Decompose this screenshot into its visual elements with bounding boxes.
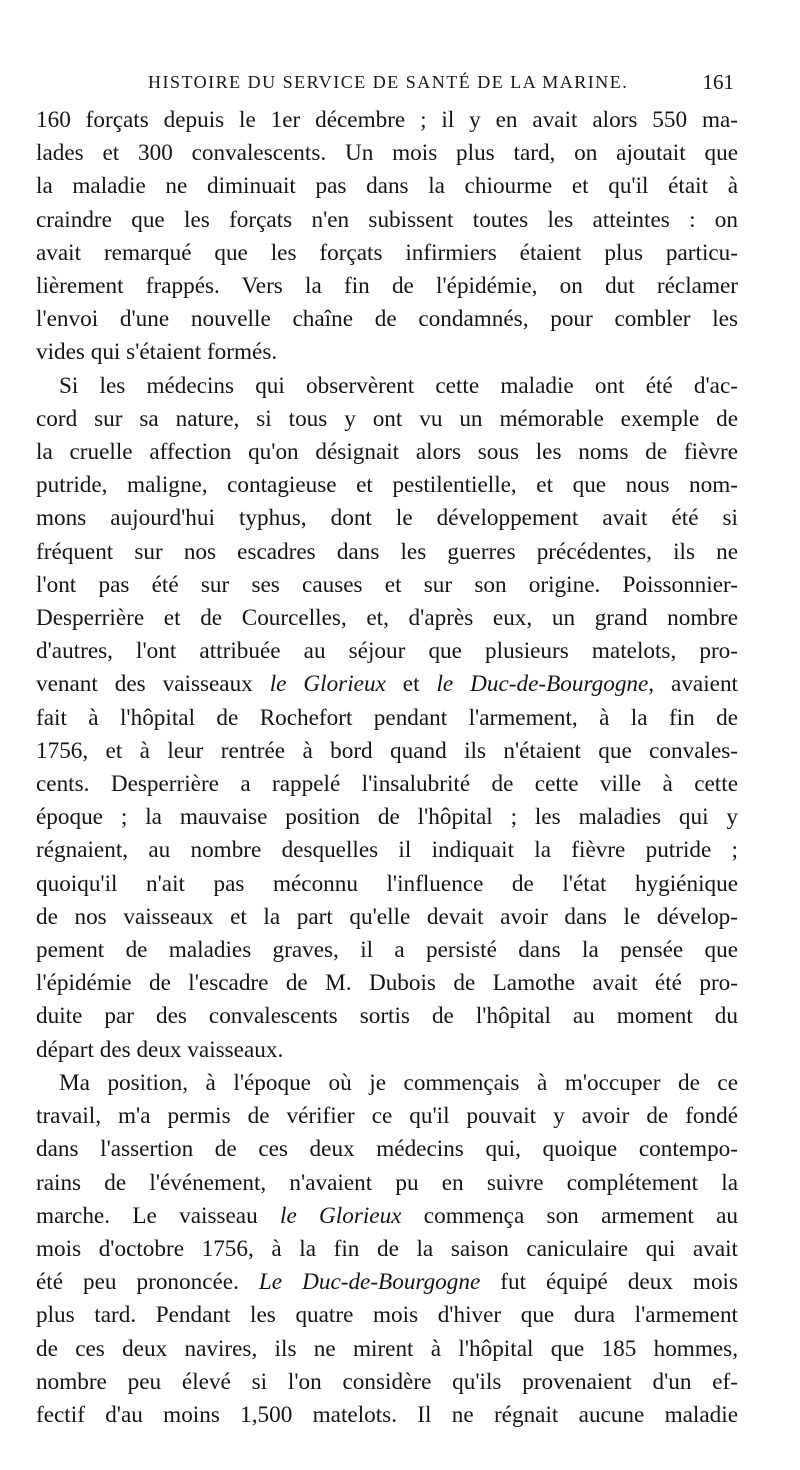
running-header [60, 66, 740, 96]
text-line: 1756, et à leur rentrée à bord quand ils n'étaient que convales- [36, 737, 738, 764]
text-line: Desperrière et de Courcelles, et, d'après eux, un grand nombre [36, 605, 738, 632]
text-line: mois d'octobre 1756, à la fin de la saison caniculaire qui avait [36, 1235, 738, 1262]
text-line: nombre peu élevé si l'on considère qu'ils provenaient d'un ef- [36, 1368, 738, 1395]
text-line: la cruelle affection qu'on désignait alors sous les noms de fièvre [36, 439, 738, 466]
body-text [36, 104, 738, 1432]
text-line: fectif d'au moins 1,500 matelots. Il ne régnait aucune maladie [36, 1401, 738, 1428]
ship-name: Le Duc-de-Bourgogne [258, 1269, 481, 1296]
text-line: craindre que les forçats n'en subissent toutes les atteintes : on [36, 206, 738, 233]
text-line: dans l'assertion de ces deux médecins qui, quoique contempo- [36, 1136, 738, 1163]
text-line: l'épidémie de l'escadre de M. Dubois de Lamothe avait été pro- [36, 970, 738, 997]
text-line: rains de l'événement, n'avaient pu en suivre complétement la [36, 1169, 738, 1196]
text-line: duite par des convalescents sortis de l'hôpital au moment du [36, 1003, 738, 1030]
text-line-italic: venant des vaisseaux le Glorieux et le Duc-de-Bourgogne, avaient [36, 671, 738, 698]
text-line-italic: été peu prononcée. Le Duc-de-Bourgogne fut équipé deux mois [36, 1269, 739, 1296]
text-line: départ des deux vaisseaux. [36, 1036, 284, 1063]
text-line-italic: marche. Le vaisseau le Glorieux commença son armement au [36, 1202, 738, 1229]
text-line: l'ont pas été sur ses causes et sur son origine. Poissonnier- [36, 571, 738, 598]
text-line: lades et 300 convalescents. Un mois plus tard, on ajoutait que [36, 140, 738, 167]
text-line: pement de maladies graves, il a persisté dans la pensée que [36, 937, 738, 964]
text-line: d'autres, l'ont attribuée au séjour que plusieurs matelots, pro- [36, 638, 738, 665]
text-line: de nos vaisseaux et la part qu'elle devait avoir dans le dévelop- [36, 903, 738, 930]
text-line: cents. Desperrière a rappelé l'insalubrité de cette ville à cette [36, 771, 738, 798]
ship-name: le Glorieux [269, 671, 386, 698]
text-line: de ces deux navires, ils ne mirent à l'hôpital que 185 hommes, [36, 1335, 738, 1362]
ship-name: le Duc-de-Bourgogne [436, 671, 649, 698]
text-line: fréquent sur nos escadres dans les guerres précédentes, ils ne [36, 538, 738, 565]
text-line: avait remarqué que les forçats infirmiers étaient plus particu- [36, 239, 738, 266]
text-line: Si les médecins qui observèrent cette maladie ont été d'ac- [59, 372, 738, 399]
text-line: putride, maligne, contagieuse et pestilentielle, et que nous nom- [36, 472, 738, 499]
text-line: mons aujourd'hui typhus, dont le développement avait été si [36, 505, 738, 532]
text-line: régnaient, au nombre desquelles il indiquait la fièvre putride ; [36, 837, 738, 864]
ship-name: le Glorieux [280, 1202, 402, 1229]
text-line: époque ; la mauvaise position de l'hôpital ; les maladies qui y [36, 804, 738, 831]
text-line: fait à l'hôpital de Rochefort pendant l'armement, à la fin de [36, 704, 738, 731]
page-number: 161 [702, 70, 734, 94]
text-line: lièrement frappés. Vers la fin de l'épidémie, on dut réclamer [36, 273, 738, 300]
text-line: la maladie ne diminuait pas dans la chiourme et qu'il était à [36, 173, 738, 200]
text-line: quoiqu'il n'ait pas méconnu l'influence de l'état hygiénique [36, 870, 738, 897]
text-line: l'envoi d'une nouvelle chaîne de condamnés, pour combler les [36, 306, 738, 333]
running-title: HISTOIRE DU SERVICE DE SANTÉ DE LA MARINE. [148, 72, 629, 92]
text-line: plus tard. Pendant les quatre mois d'hiver que dura l'armement [36, 1302, 738, 1329]
text-line: travail, m'a permis de vérifier ce qu'il pouvait y avoir de fondé [36, 1103, 738, 1130]
text-line: 160 forçats depuis le 1er décembre ; il y en avait alors 550 ma- [36, 107, 738, 133]
text-line: vides qui s'étaient formés. [36, 339, 278, 366]
text-line: Ma position, à l'époque où je commençais à m'occuper de ce [59, 1069, 738, 1096]
text-line: cord sur sa nature, si tous y ont vu un mémorable exemple de [36, 405, 738, 432]
